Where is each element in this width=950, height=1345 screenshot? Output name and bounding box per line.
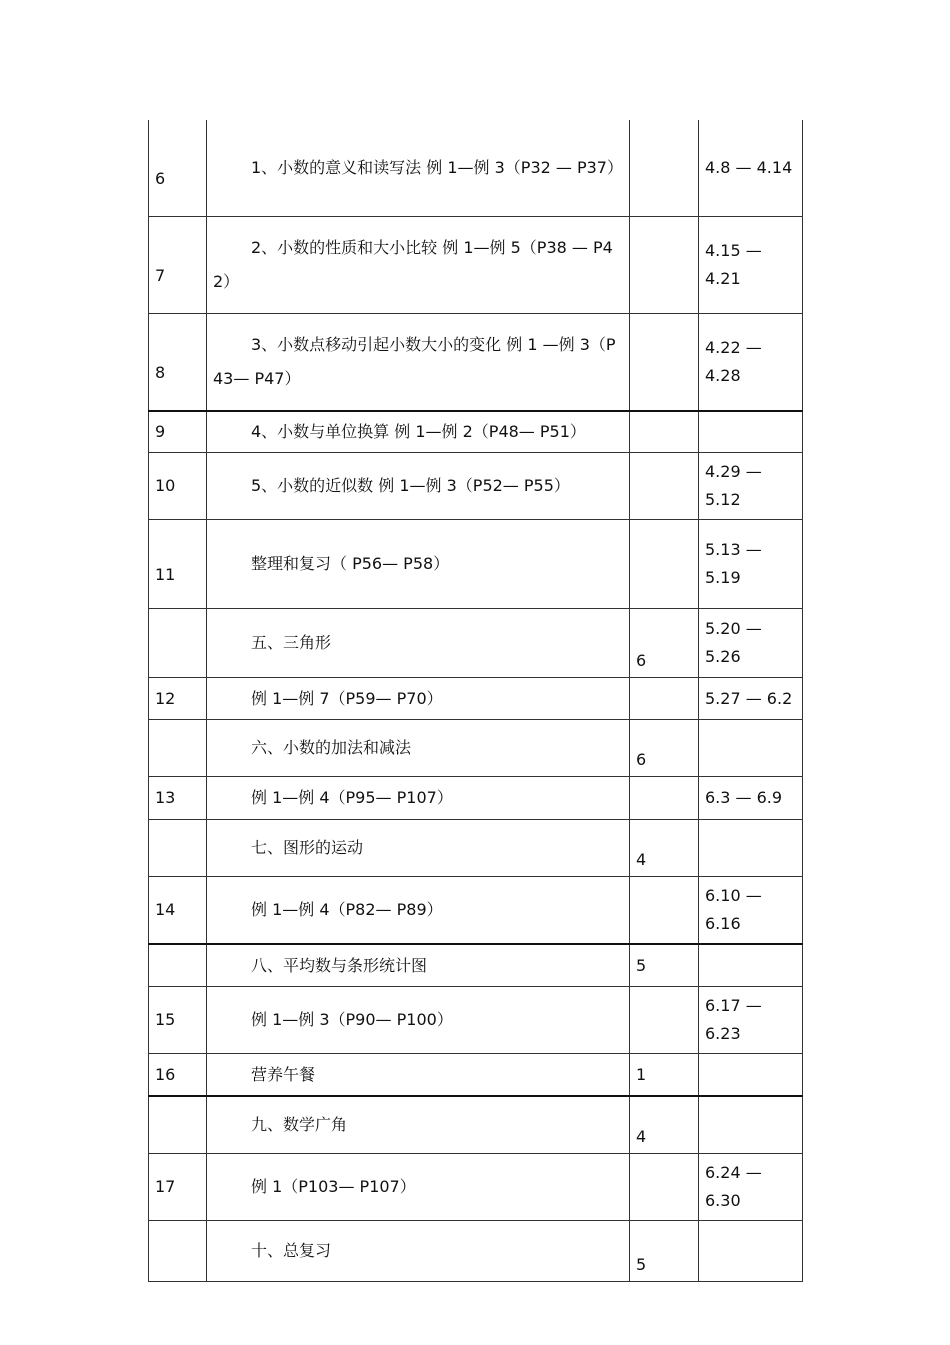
content-text: 十、总复习 (251, 1241, 332, 1260)
table-row (149, 120, 803, 217)
hours-cell: 5 (630, 944, 699, 987)
content-cell (207, 1221, 630, 1282)
table-row (149, 1096, 803, 1154)
content-cell (207, 314, 630, 412)
week-cell: 10 (149, 453, 207, 520)
content-text: 例 1（P103— P107） (251, 1177, 416, 1196)
hours-cell: 6 (630, 720, 699, 777)
content-text: 六、小数的加法和减法 (251, 738, 412, 757)
table-row (149, 1054, 803, 1097)
hours-cell (630, 678, 699, 720)
week-cell (149, 820, 207, 877)
date-cell (699, 453, 803, 520)
table-row (149, 777, 803, 820)
date-cell (699, 777, 803, 820)
date-cell (699, 1096, 803, 1154)
date-text: 6.10 — 6.16 (705, 886, 762, 933)
table-row (149, 520, 803, 609)
date-cell (699, 520, 803, 609)
week-cell (149, 944, 207, 987)
week-cell: 13 (149, 777, 207, 820)
date-cell (699, 720, 803, 777)
table-row (149, 411, 803, 453)
hours-cell (630, 314, 699, 412)
date-text: 4.15 — 4.21 (705, 241, 762, 288)
date-cell (699, 314, 803, 412)
content-cell (207, 678, 630, 720)
content-text: 3、小数点移动引起小数大小的变化 例 1 —例 3（P43— P47） (213, 335, 616, 388)
content-cell (207, 217, 630, 314)
date-text: 6.24 — 6.30 (705, 1163, 762, 1210)
date-cell (699, 1054, 803, 1097)
content-cell (207, 120, 630, 217)
week-cell (149, 1221, 207, 1282)
date-text: 6.3 — 6.9 (705, 788, 783, 807)
date-text: 5.13 — 5.19 (705, 540, 762, 587)
hours-cell (630, 877, 699, 945)
hours-cell (630, 411, 699, 453)
week-cell: 6 (149, 120, 207, 217)
hours-cell (630, 777, 699, 820)
date-text: 4.22 — 4.28 (705, 338, 762, 385)
table-row (149, 877, 803, 945)
content-text: 例 1—例 4（P82— P89） (251, 900, 443, 919)
week-cell: 16 (149, 1054, 207, 1097)
content-text: 1、小数的意义和读写法 例 1—例 3（P32 — P37） (251, 158, 623, 177)
content-cell (207, 520, 630, 609)
date-cell (699, 944, 803, 987)
date-text: 6.17 — 6.23 (705, 996, 762, 1043)
content-text: 例 1—例 7（P59— P70） (251, 688, 443, 708)
hours-cell (630, 520, 699, 609)
content-cell (207, 411, 630, 453)
week-cell: 9 (149, 411, 207, 453)
hours-cell (630, 1154, 699, 1221)
table-row (149, 1154, 803, 1221)
content-text: 七、图形的运动 (251, 838, 364, 857)
date-cell (699, 820, 803, 877)
content-text: 五、三角形 (251, 633, 332, 652)
content-text: 5、小数的近似数 例 1—例 3（P52— P55） (251, 476, 570, 495)
table-row (149, 678, 803, 720)
hours-cell (630, 987, 699, 1054)
teaching-schedule-table (148, 120, 803, 1282)
content-cell (207, 987, 630, 1054)
date-cell (699, 411, 803, 453)
date-cell (699, 217, 803, 314)
content-cell (207, 1096, 630, 1154)
week-cell (149, 720, 207, 777)
content-text: 4、小数与单位换算 例 1—例 2（P48— P51） (251, 422, 586, 441)
content-text: 例 1—例 3（P90— P100） (251, 1010, 453, 1029)
date-cell (699, 120, 803, 217)
content-cell (207, 777, 630, 820)
content-text: 例 1—例 4（P95— P107） (251, 788, 453, 807)
date-cell (699, 609, 803, 678)
hours-cell: 4 (630, 820, 699, 877)
table-row (149, 1221, 803, 1282)
table-row (149, 217, 803, 314)
hours-cell: 1 (630, 1054, 699, 1097)
content-cell (207, 820, 630, 877)
week-cell: 11 (149, 520, 207, 609)
week-cell: 17 (149, 1154, 207, 1221)
content-cell (207, 944, 630, 987)
table-row (149, 944, 803, 987)
date-cell (699, 1154, 803, 1221)
hours-cell: 5 (630, 1221, 699, 1282)
content-cell (207, 720, 630, 777)
table-row (149, 453, 803, 520)
content-cell (207, 609, 630, 678)
table-row (149, 720, 803, 777)
hours-cell (630, 217, 699, 314)
week-cell: 7 (149, 217, 207, 314)
date-text: 4.29 — 5.12 (705, 462, 762, 509)
content-cell (207, 1054, 630, 1097)
date-text: 4.8 — 4.14 (705, 158, 793, 177)
date-text: 5.27 — 6.2 (705, 688, 793, 708)
table-row (149, 314, 803, 412)
week-cell: 8 (149, 314, 207, 412)
table-row (149, 609, 803, 678)
hours-cell: 4 (630, 1096, 699, 1154)
week-cell: 14 (149, 877, 207, 945)
content-cell (207, 1154, 630, 1221)
week-cell (149, 609, 207, 678)
week-cell: 12 (149, 678, 207, 720)
content-text: 营养午餐 (251, 1064, 316, 1084)
content-cell (207, 877, 630, 945)
table-row (149, 987, 803, 1054)
hours-cell (630, 120, 699, 217)
date-text: 5.20 — 5.26 (705, 619, 762, 666)
content-cell (207, 453, 630, 520)
date-cell (699, 987, 803, 1054)
date-cell (699, 678, 803, 720)
week-cell: 15 (149, 987, 207, 1054)
hours-cell (630, 453, 699, 520)
table-row (149, 820, 803, 877)
hours-cell: 6 (630, 609, 699, 678)
date-cell (699, 877, 803, 945)
content-text: 整理和复习（ P56— P58） (251, 554, 450, 573)
content-text: 2、小数的性质和大小比较 例 1—例 5（P38 — P42） (213, 238, 613, 291)
date-cell (699, 1221, 803, 1282)
content-text: 八、平均数与条形统计图 (251, 955, 428, 975)
content-text: 九、数学广角 (251, 1115, 348, 1134)
week-cell (149, 1096, 207, 1154)
